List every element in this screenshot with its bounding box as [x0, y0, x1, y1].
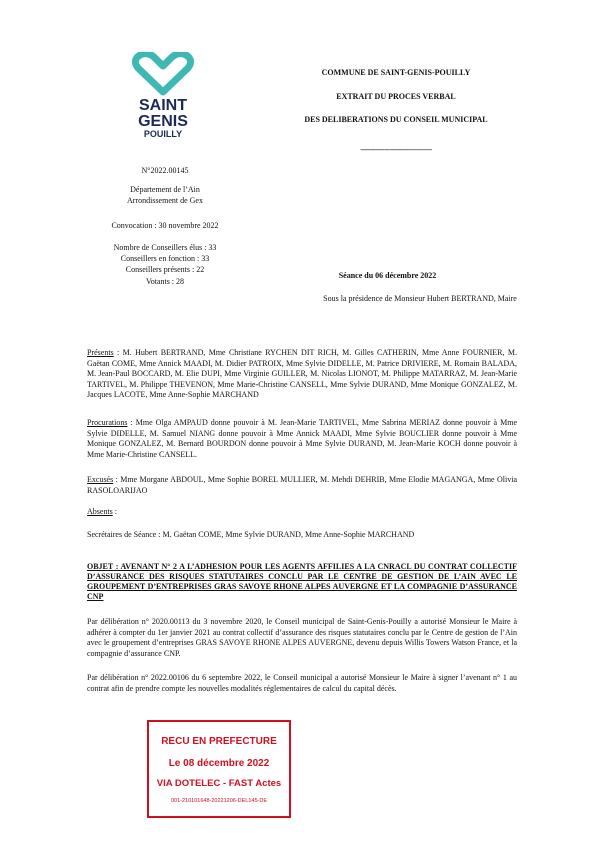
heart-logo-icon — [122, 52, 204, 96]
secretaires-seance: Secrétaires de Séance : M. Gaëtan COME, Mme Sylvie DURAND, Mme Anne-Sophie MARCHAND — [87, 530, 415, 539]
procurations-text: : Mme Olga AMPAUD donne pouvoir à M. Jean-Marie TARTIVEL, Mme Sabrina MERIAZ donne pouvoir à Mme Sylvie DIDELLE, M. Samuel NIANG donne pouvoir à Mme Annick MAADI, Mme Sylvie BOUCLIER donne pouvoir à Mme Monique GONZALEZ, M. Bernard BOURDON donne pouvoir à Mme Sylvie DURAND, M. Jean-Marie KOCH donne pouvoir à Mme Marie-Christine CANSELL. — [87, 418, 517, 459]
prefecture-stamp — [147, 720, 291, 818]
header-separator: --------------------------------- — [360, 145, 432, 154]
presents-label: Présents — [87, 348, 114, 357]
excuses-paragraph — [87, 475, 517, 496]
stamp-line-reference: 001-210101648-20221206-DEL145-DE — [170, 798, 268, 804]
objet-paragraph — [87, 562, 517, 602]
stamp-line-date: Le 08 décembre 2022 — [168, 758, 270, 769]
stamp-line-via: VIA DOTELEC - FAST Actes — [156, 778, 282, 789]
logo-text-saint: SAINT — [139, 97, 187, 114]
header-extrait: EXTRAIT DU PROCES VERBAL — [336, 92, 456, 101]
objet-text: : AVENANT N° 2 A L’ADHESION POUR LES AGENTS AFFILIES A LA CNRACL DU CONTRAT COLLECTIF D’ASSURANCE DES RISQUES STATUTAIRES CONCLU PAR LE CENTRE DE GESTION DE L’AIN AVEC LE GROUPEMENT D’ENTREPRISES GRAS SAVOYE RHONE ALPES AUVERGNE ET LA COMPAGNIE D’ASSURANCE CNP — [87, 562, 517, 601]
procurations-paragraph — [87, 418, 517, 460]
logo-text-genis: GENIS — [138, 113, 188, 130]
departement: Département de l’Ain — [130, 185, 200, 194]
seance-presidence: Sous la présidence de Monsieur Hubert BERTRAND, Maire — [323, 294, 517, 303]
header-commune: COMMUNE DE SAINT-GENIS-POUILLY — [321, 68, 471, 77]
procurations-label: Procurations — [87, 418, 128, 427]
presents-paragraph — [87, 348, 517, 401]
header-deliberations: DES DELIBERATIONS DU CONSEIL MUNICIPAL — [304, 115, 488, 124]
objet-label: OBJET — [87, 562, 114, 571]
logo-text-pouilly: POUILLY — [143, 129, 183, 139]
absents-text: : — [112, 507, 118, 516]
arrondissement: Arrondissement de Gex — [127, 196, 203, 205]
votants: Votants : 28 — [145, 277, 185, 286]
conseillers-fonction: Conseillers en fonction : 33 — [120, 254, 210, 263]
stamp-line-recu: RECU EN PREFECTURE — [161, 736, 277, 747]
body-paragraph-1: Par délibération n° 2020.00113 du 3 novembre 2020, le Conseil municipal de Saint-Genis-Pouilly a autorisé Monsieur le Maire à adhérer à compter du 1er janvier 2021 au contrat collectif d’assurance des risques statutaires conclu par le Centre de gestion de l’Ain avec le groupement d’entreprises GRAS SAVOYE RHONE ALPES AUVERGNE, devenu depuis Willis Towers Watson France, et la compagnie d’assurance CNP. — [87, 617, 517, 658]
absents-paragraph — [87, 507, 517, 518]
presents-text: : M. Hubert BERTRAND, Mme Christiane RYCHEN DIT RICH, M. Gilles CATHERIN, Mme Anne FOURNIER, M. Gaëtan COME, Mme Annick MAADI, M. Didier PATROIX, Mme Sylvie DIDELLE, M. Patrice DRIVIERE, M. Romain BALADA, M. Jean-Paul BOCCARD, M. Elie DUPI, Mme Virginie GUILLER, M. Nicolas LIONOT, M. Philippe MATARRAZ, M. Jean-Marie TARTIVEL, M. Philippe THEVENON, Mme Marie-Christine CANSELL, Mme Sylvie DURAND, Mme Monique GONZALEZ, M. Jacques LACOTE, Mme Anne-Sophie MARCHAND — [87, 348, 517, 400]
body-paragraph-2: Par délibération n° 2022.00106 du 6 septembre 2022, le Conseil municipal a autorisé Monsieur le Maire à signer l’avenant n° 1 au contrat afin de prendre compte les nouvelles modalités réglementaires de calcul du capital décès. — [87, 673, 517, 693]
absents-label: Absents — [87, 507, 113, 516]
excuses-text: : Mme Morgane ABDOUL, Mme Sophie BOREL MULLIER, M. Mehdi DEHRIB, Mme Elodie MAGANGA, Mme Olivia RASOLOARIJAO — [87, 475, 517, 495]
seance-date: Séance du 06 décembre 2022 — [338, 271, 437, 280]
commune-logo — [122, 52, 204, 138]
conseillers-presents: Conseillers présents : 22 — [125, 265, 205, 274]
convocation-date: Convocation : 30 novembre 2022 — [111, 221, 219, 230]
conseillers-elus: Nombre de Conseillers élus : 33 — [113, 243, 217, 252]
deliberation-number: N°2022.00145 — [141, 166, 189, 175]
excuses-label: Excusés — [87, 475, 114, 484]
